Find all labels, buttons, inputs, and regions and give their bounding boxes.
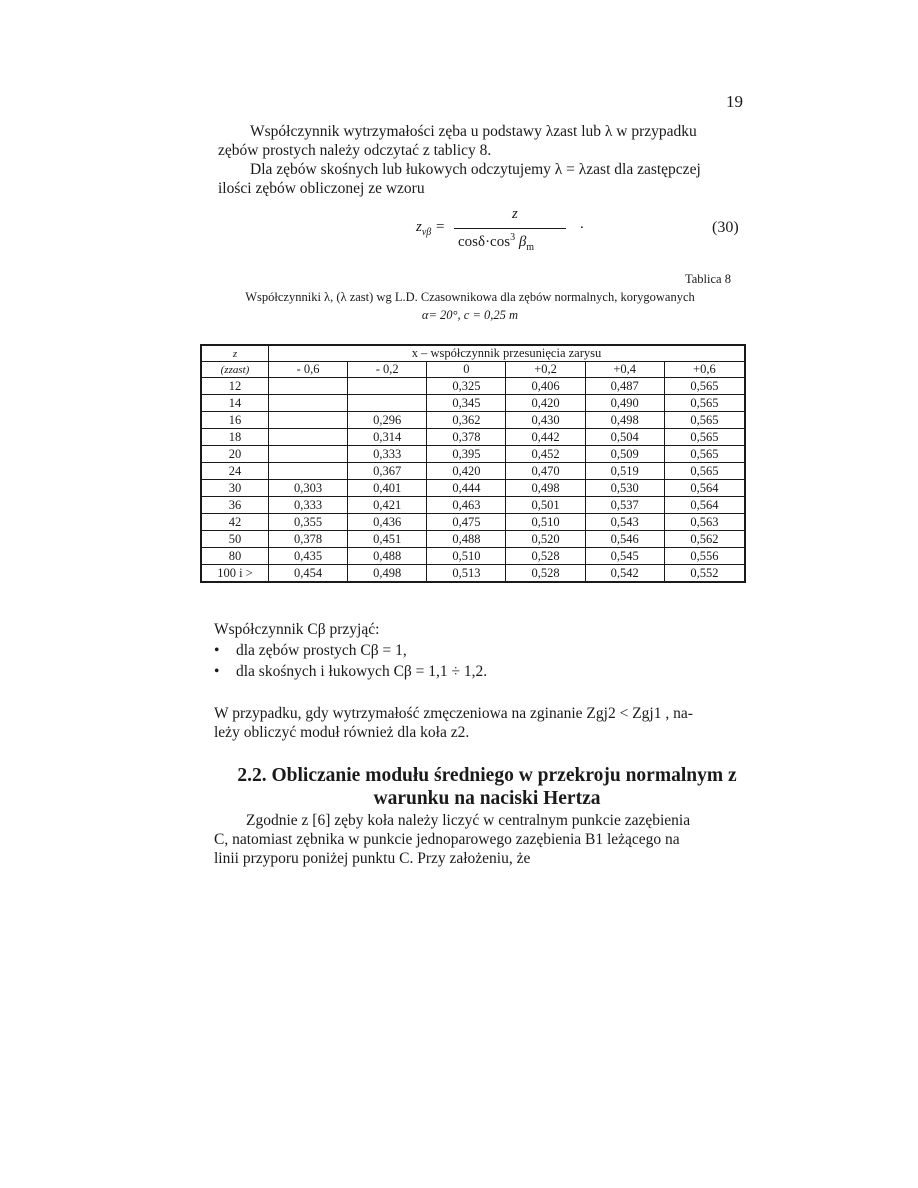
table-cell-value: 0,444 (427, 480, 506, 497)
table-cell-z: 42 (201, 514, 269, 531)
table-row (201, 378, 745, 395)
table-cell-value: 0,564 (664, 480, 745, 497)
table-cell-value: 0,345 (427, 395, 506, 412)
hertz-paragraph (214, 811, 754, 868)
table-cell-value: 0,435 (269, 548, 348, 565)
formula-numerator: z (512, 206, 518, 222)
table-cell-value: 0,333 (269, 497, 348, 514)
table-cell-value: 0,451 (348, 531, 427, 548)
table-cell-value: 0,367 (348, 463, 427, 480)
table-cell-value: 0,565 (664, 463, 745, 480)
table-cell-value: 0,565 (664, 378, 745, 395)
table-cell-value: 0,528 (506, 548, 585, 565)
table-header-row-1 (201, 345, 745, 362)
table-cell-z: 24 (201, 463, 269, 480)
table-row (201, 395, 745, 412)
fatigue-paragraph (214, 704, 754, 742)
formula-den-sub: m (526, 242, 535, 253)
table-cell-value: 0,378 (427, 429, 506, 446)
table-cell-value: 0,333 (348, 446, 427, 463)
table-cell-value (269, 378, 348, 395)
table-caption: Współczynniki λ, (λ zast) wg L.D. Czasownikowa dla zębów normalnych, korygowanych (245, 290, 695, 304)
table-cell-value: 0,314 (348, 429, 427, 446)
table-header-x: +0,4 (585, 362, 664, 378)
table-cell-value: 0,498 (506, 480, 585, 497)
formula-lhs-sub: vβ (421, 227, 432, 238)
table-cell-z: 50 (201, 531, 269, 548)
table-cell-value: 0,501 (506, 497, 585, 514)
table-row (201, 412, 745, 429)
table-cell-value: 0,552 (664, 565, 745, 583)
table-cell-value (269, 395, 348, 412)
table-cell-z: 18 (201, 429, 269, 446)
formula-lhs (416, 219, 445, 238)
table-cell-value: 0,565 (664, 395, 745, 412)
table-cell-value: 0,487 (585, 378, 664, 395)
formula-den-beta: β (515, 234, 527, 250)
table-cell-value: 0,510 (427, 548, 506, 565)
table-header-x: +0,2 (506, 362, 585, 378)
table-cell-value: 0,513 (427, 565, 506, 583)
table-header-z: z (201, 345, 269, 362)
coefficient-table (200, 344, 746, 583)
fatigue-line-2: leży obliczyć moduł również dla koła z2. (214, 724, 470, 741)
table-cell-value: 0,488 (348, 548, 427, 565)
hertz-line-3: linii przyporu poniżej punktu C. Przy założeniu, że (214, 850, 531, 867)
table-cell-z: 80 (201, 548, 269, 565)
table-cell-value: 0,519 (585, 463, 664, 480)
equation-number: (30) (712, 219, 739, 236)
table-cell-z: 12 (201, 378, 269, 395)
table-header-x: - 0,2 (348, 362, 427, 378)
table-row (201, 531, 745, 548)
table-cell-value: 0,565 (664, 446, 745, 463)
table-label: Tablica 8 (685, 272, 731, 286)
table-cell-value: 0,509 (585, 446, 664, 463)
table-cell-value: 0,490 (585, 395, 664, 412)
table-cell-value: 0,442 (506, 429, 585, 446)
table-cell-value: 0,498 (348, 565, 427, 583)
formula-trailing-dot: . (580, 216, 584, 232)
table-cell-z: 30 (201, 480, 269, 497)
table-row (201, 548, 745, 565)
table-cell-value: 0,378 (269, 531, 348, 548)
table-cell-value (269, 463, 348, 480)
table-cell-value: 0,565 (664, 429, 745, 446)
intro-line-4: ilości zębów obliczonej ze wzoru (218, 180, 425, 197)
formula-lhs-var: z (416, 219, 422, 235)
table-cell-value: 0,546 (585, 531, 664, 548)
table-cell-value: 0,470 (506, 463, 585, 480)
table-cell-value: 0,545 (585, 548, 664, 565)
table-header-row-2 (201, 362, 745, 378)
table-cell-value: 0,362 (427, 412, 506, 429)
table-cell-value: 0,562 (664, 531, 745, 548)
table-cell-value: 0,488 (427, 531, 506, 548)
table-cell-value (348, 378, 427, 395)
table-cell-value (269, 412, 348, 429)
table-cell-value: 0,454 (269, 565, 348, 583)
section-heading (214, 764, 760, 810)
hertz-line-1: Zgodnie z [6] zęby koła należy liczyć w centralnym punkcie zazębienia (246, 812, 691, 829)
section-heading-line-1: 2.2. Obliczanie modułu średniego w przekroju normalnym z (237, 765, 737, 786)
table-caption-params: α= 20°, c = 0,25 m (421, 308, 519, 322)
page-number: 19 (726, 92, 743, 111)
table-row (201, 429, 745, 446)
table-cell-value: 0,421 (348, 497, 427, 514)
table-header-x: 0 (427, 362, 506, 378)
table-cell-z: 16 (201, 412, 269, 429)
table-cell-value: 0,463 (427, 497, 506, 514)
intro-paragraph (218, 122, 758, 198)
table-cell-value: 0,420 (506, 395, 585, 412)
table-cell-value: 0,430 (506, 412, 585, 429)
bullet-item: • dla zębów prostych Cβ = 1, (214, 640, 487, 661)
table-cell-value: 0,325 (427, 378, 506, 395)
table-cell-value: 0,537 (585, 497, 664, 514)
fatigue-line-1: W przypadku, gdy wytrzymałość zmęczeniowa na zginanie Zgj2 < Zgj1 , na- (214, 705, 693, 722)
table-header-group: x – współczynnik przesunięcia zarysu (269, 345, 746, 362)
table-cell-z: 100 i > (201, 565, 269, 583)
formula-equals: = (431, 219, 446, 235)
table-cell-value: 0,510 (506, 514, 585, 531)
table-cell-value: 0,543 (585, 514, 664, 531)
table-row (201, 463, 745, 480)
table-cell-value: 0,303 (269, 480, 348, 497)
table-cell-z: 14 (201, 395, 269, 412)
cb-intro: Współczynnik Cβ przyjąć: (214, 621, 380, 638)
table-cell-value: 0,452 (506, 446, 585, 463)
table-cell-value: 0,556 (664, 548, 745, 565)
table-cell-value: 0,406 (506, 378, 585, 395)
table-row (201, 497, 745, 514)
table-row (201, 565, 745, 583)
table-cell-value: 0,564 (664, 497, 745, 514)
intro-line-2: zębów prostych należy odczytać z tablicy 8. (218, 142, 492, 159)
table-row (201, 514, 745, 531)
table-cell-value (348, 395, 427, 412)
table-cell-value: 0,542 (585, 565, 664, 583)
formula-den-power: 3 (510, 232, 516, 243)
formula-30 (408, 206, 608, 256)
table-cell-value (269, 429, 348, 446)
bullet-item: • dla skośnych i łukowych Cβ = 1,1 ÷ 1,2. (214, 661, 487, 682)
table-cell-value: 0,563 (664, 514, 745, 531)
table-cell-z: 36 (201, 497, 269, 514)
table-cell-value: 0,401 (348, 480, 427, 497)
table-cell-value: 0,528 (506, 565, 585, 583)
formula-fraction-bar (454, 228, 566, 229)
table-cell-value: 0,498 (585, 412, 664, 429)
cb-bullet-list (214, 640, 487, 682)
table-row (201, 446, 745, 463)
table-cell-value: 0,436 (348, 514, 427, 531)
table-cell-value: 0,530 (585, 480, 664, 497)
formula-den-cos: cosδ·cos (458, 234, 511, 250)
table-cell-value: 0,420 (427, 463, 506, 480)
intro-line-1: Współczynnik wytrzymałości zęba u podstawy λzast lub λ w przypadku (250, 123, 697, 140)
table-cell-value: 0,475 (427, 514, 506, 531)
table-header-x: +0,6 (664, 362, 745, 378)
table-cell-z: 20 (201, 446, 269, 463)
intro-line-3: Dla zębów skośnych lub łukowych odczytujemy λ = λzast dla zastępczej (250, 161, 701, 178)
table-cell-value: 0,565 (664, 412, 745, 429)
table-cell-value (269, 446, 348, 463)
table-cell-value: 0,395 (427, 446, 506, 463)
table-cell-value: 0,520 (506, 531, 585, 548)
table-header-x: - 0,6 (269, 362, 348, 378)
table-header-zzast: (zzast) (201, 362, 269, 378)
table-cell-value: 0,355 (269, 514, 348, 531)
table-cell-value: 0,296 (348, 412, 427, 429)
table-row (201, 480, 745, 497)
formula-denominator (458, 232, 534, 253)
table-body (201, 378, 745, 583)
hertz-line-2: C, natomiast zębnika w punkcie jednoparowego zazębienia B1 leżącego na (214, 831, 680, 848)
section-heading-line-2: warunku na naciski Hertza (373, 788, 601, 809)
table-cell-value: 0,504 (585, 429, 664, 446)
